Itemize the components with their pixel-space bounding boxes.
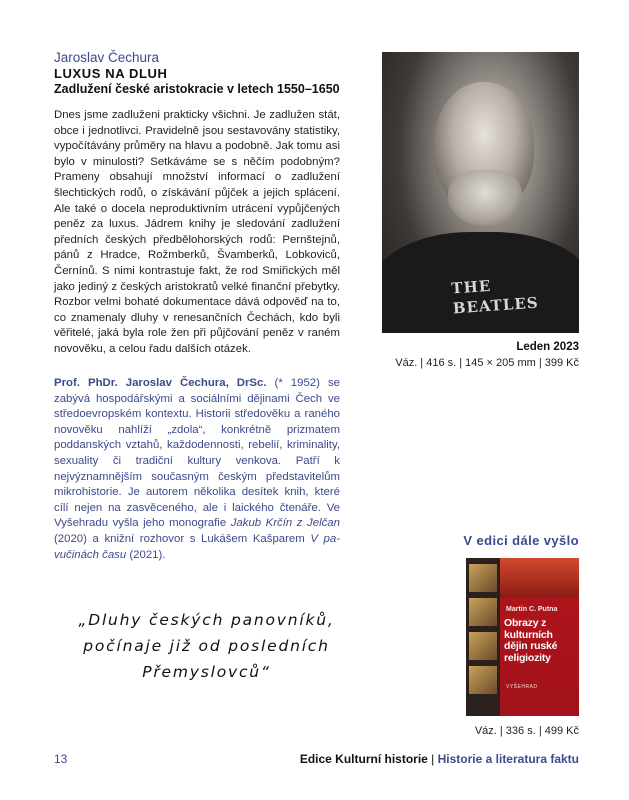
pull-quote: „Dluhy českých panovníků, počínaje již od posledních Přemyslovců“ [78, 611, 335, 681]
cover-domes-image [500, 558, 579, 598]
related-book-cover[interactable] [466, 558, 579, 716]
page-number: 13 [54, 752, 68, 766]
bio-text: (* 1952) se zabývá hospodářskými a sociálními dějinami Čech ve středoevropském kontextu. Historii středověku a raného novověku nahlíží „zdola“, konkrétně prizmatem poddanských vztahů, každodennosti, rebelií, kriminality, sexuality či tradiční kultury venkova. Patří k nejvýznamnějším současným českým představitelům mikrohistorie. Je autorem několika desítek knih, které cílí nejen na zasvěceného, ale i laického čtenáře. Ve Vyšehradu vyšla jeho monografie [54, 377, 340, 530]
cover-icon-frame [469, 598, 497, 626]
book-description: Dnes jsme zadluženi prakticky všichni. Je zadlužen stát, obce i jednotlivci. Pravidelně jsou sestavovány statistiky, vypočítávány průměry na hlavu a podobně. Jak tomu asi bylo v minulosti? Setkáváme se s něčím podobným? Prameny obsahují množství informací o zadlužení šlechtických rodů, o získávání půjček a jejich splácení. Ale také o docela neproduktivním utrácení vypůjčených peněz za luxus. Jádrem knihy je sledování zadlužení předních českých předbělohorských rodů: Pernštejnů, pánů z Hradce, Rožmberků, Švamberků, Lobkoviců, Černínů. S nimi kontrastuje fakt, že rod Smiřických měl jako jediný z českých aristokratů velké finanční přebytky. Rozbor velmi bohaté dokumentace dává odpověď na to, co znamenaly dluhy v renesančních Čechách, kdo byli věřitelé, jaká byla role žen při půjčování peněz v raném novověku, a celou řadu dalších otázek. [54, 109, 340, 355]
bio-book-2: V pavučinách času [54, 532, 340, 561]
bio-book-1: Jakub Krčín z Jelčan [230, 517, 340, 530]
author-bio [54, 376, 340, 563]
cover-icon-frame [469, 564, 497, 592]
cover-icon-strip [466, 558, 500, 716]
bio-text-end: (2021). [126, 548, 166, 561]
footer-series [300, 752, 579, 766]
cover-author: Martin C. Putna [506, 606, 558, 613]
related-label: V edici dále vyšlo [463, 533, 579, 548]
photo-beard [448, 170, 522, 226]
cover-title: Obrazy z kulturních dějin ruské religiozity [504, 617, 558, 664]
related-book-specs: Váz. | 336 s. | 499 Kč [474, 725, 579, 737]
book-specs: Váz. | 416 s. | 145 × 205 mm | 399 Kč [395, 357, 579, 369]
author-photo [382, 52, 579, 333]
cover-icon-frame [469, 632, 497, 660]
bio-name: Prof. PhDr. Jaroslav Čechura, DrSc. [54, 377, 267, 389]
book-title: LUXUS NA DLUH [54, 66, 168, 81]
footer-series-name: Edice Kulturní historie [299, 752, 428, 766]
footer-category: Historie a literatura faktu [437, 752, 579, 766]
book-subtitle: Zadlužení české aristokracie v letech 1550–1650 [54, 82, 340, 96]
release-date: Leden 2023 [516, 341, 579, 353]
cover-publisher: VYŠEHRAD [506, 684, 538, 690]
cover-icon-frame [469, 666, 497, 694]
author-name: Jaroslav Čechura [54, 50, 160, 65]
footer-separator: | [427, 752, 438, 766]
photo-shirt-text: THE BEATLES [450, 276, 540, 318]
bio-text-mid: (2020) a knižní rozhovor s Lukášem Kašparem [54, 532, 311, 545]
